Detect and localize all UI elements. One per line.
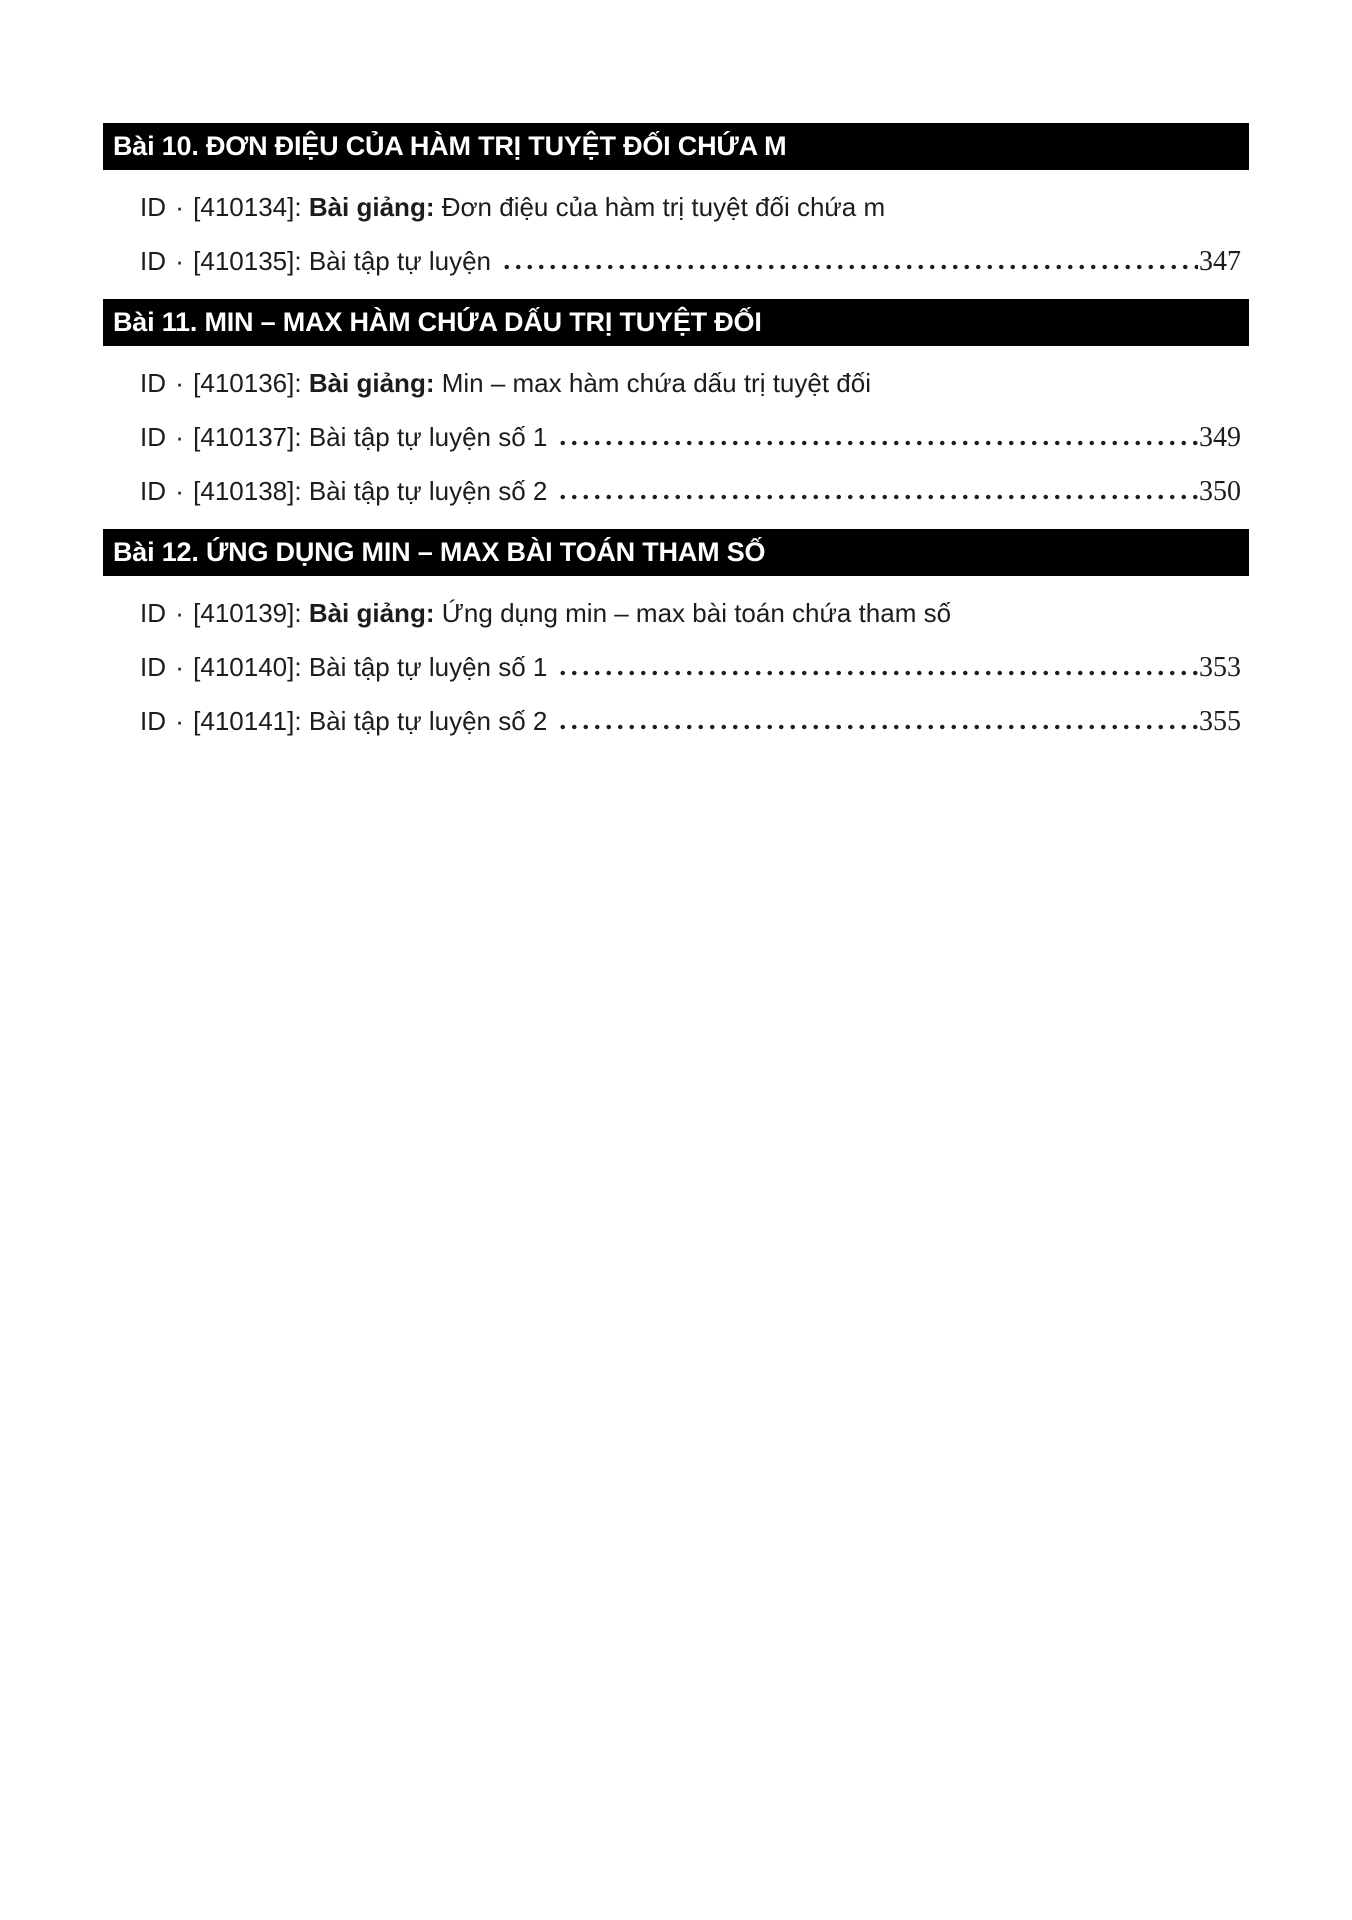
toc-entry <box>140 421 1241 454</box>
toc-entry <box>140 597 1241 630</box>
entry-type-label: Bài giảng: <box>308 192 435 222</box>
entry-code: [410138]: <box>193 476 302 506</box>
entry-text <box>140 421 547 454</box>
entry-title: Ứng dụng min – max bài toán chứa tham số <box>441 598 952 628</box>
section-heading: Bài 11. MIN – MAX HÀM CHỨA DẤU TRỊ TUYỆT ĐỐI <box>103 299 1249 346</box>
entry-page-number: 350 <box>1199 476 1241 507</box>
entry-id-prefix: ID <box>140 422 166 452</box>
entry-title: Bài tập tự luyện số 2 <box>308 476 548 506</box>
section-heading: Bài 10. ĐƠN ĐIỆU CỦA HÀM TRỊ TUYỆT ĐỐI CHỨA M <box>103 123 1249 170</box>
toc-entry <box>140 367 1241 400</box>
entry-separator-dot: · <box>175 706 184 736</box>
entry-title: Đơn điệu của hàm trị tuyệt đối chứa m <box>441 192 886 222</box>
toc-entry <box>140 245 1241 278</box>
toc-entry <box>140 705 1241 738</box>
entry-code: [410135]: <box>193 246 302 276</box>
entry-separator-dot: · <box>175 652 184 682</box>
entry-separator-dot: · <box>175 598 184 628</box>
entry-code: [410139]: <box>193 598 302 628</box>
entry-text <box>140 651 547 684</box>
entry-page-number: 355 <box>1199 706 1241 737</box>
entry-id-prefix: ID <box>140 476 166 506</box>
entry-code: [410137]: <box>193 422 302 452</box>
entry-code: [410136]: <box>193 368 302 398</box>
entry-separator-dot: · <box>175 368 184 398</box>
toc-section <box>103 123 1249 278</box>
entry-title: Bài tập tự luyện số 1 <box>308 652 548 682</box>
entry-text <box>140 597 951 630</box>
entry-separator-dot: · <box>175 476 184 506</box>
entry-id-prefix: ID <box>140 598 166 628</box>
entry-code: [410134]: <box>193 192 302 222</box>
entry-title: Bài tập tự luyện <box>308 246 491 276</box>
dot-leader <box>501 264 1198 270</box>
section-rows <box>103 597 1249 738</box>
entry-code: [410140]: <box>193 652 302 682</box>
entry-title: Bài tập tự luyện số 1 <box>308 422 548 452</box>
toc-section <box>103 299 1249 508</box>
entry-separator-dot: · <box>175 192 184 222</box>
entry-separator-dot: · <box>175 246 184 276</box>
entry-type-label: Bài giảng: <box>308 598 435 628</box>
toc-section <box>103 529 1249 738</box>
entry-page-number: 347 <box>1199 246 1241 277</box>
dot-leader <box>557 440 1198 446</box>
section-rows <box>103 367 1249 508</box>
entry-title: Bài tập tự luyện số 2 <box>308 706 548 736</box>
entry-id-prefix: ID <box>140 652 166 682</box>
toc-entry <box>140 651 1241 684</box>
entry-code: [410141]: <box>193 706 302 736</box>
entry-id-prefix: ID <box>140 246 166 276</box>
entry-text <box>140 705 547 738</box>
entry-page-number: 353 <box>1199 652 1241 683</box>
toc-entry <box>140 475 1241 508</box>
entry-type-label: Bài giảng: <box>308 368 435 398</box>
dot-leader <box>557 670 1198 676</box>
entry-id-prefix: ID <box>140 192 166 222</box>
section-rows <box>103 191 1249 278</box>
entry-id-prefix: ID <box>140 706 166 736</box>
entry-text <box>140 475 547 508</box>
section-heading: Bài 12. ỨNG DỤNG MIN – MAX BÀI TOÁN THAM SỐ <box>103 529 1249 576</box>
entry-title: Min – max hàm chứa dấu trị tuyệt đối <box>441 368 871 398</box>
entry-text <box>140 245 491 278</box>
entry-separator-dot: · <box>175 422 184 452</box>
table-of-contents <box>103 123 1249 759</box>
dot-leader <box>557 724 1198 730</box>
entry-text <box>140 367 871 400</box>
entry-text <box>140 191 885 224</box>
dot-leader <box>557 494 1198 500</box>
entry-page-number: 349 <box>1199 422 1241 453</box>
toc-entry <box>140 191 1241 224</box>
entry-id-prefix: ID <box>140 368 166 398</box>
